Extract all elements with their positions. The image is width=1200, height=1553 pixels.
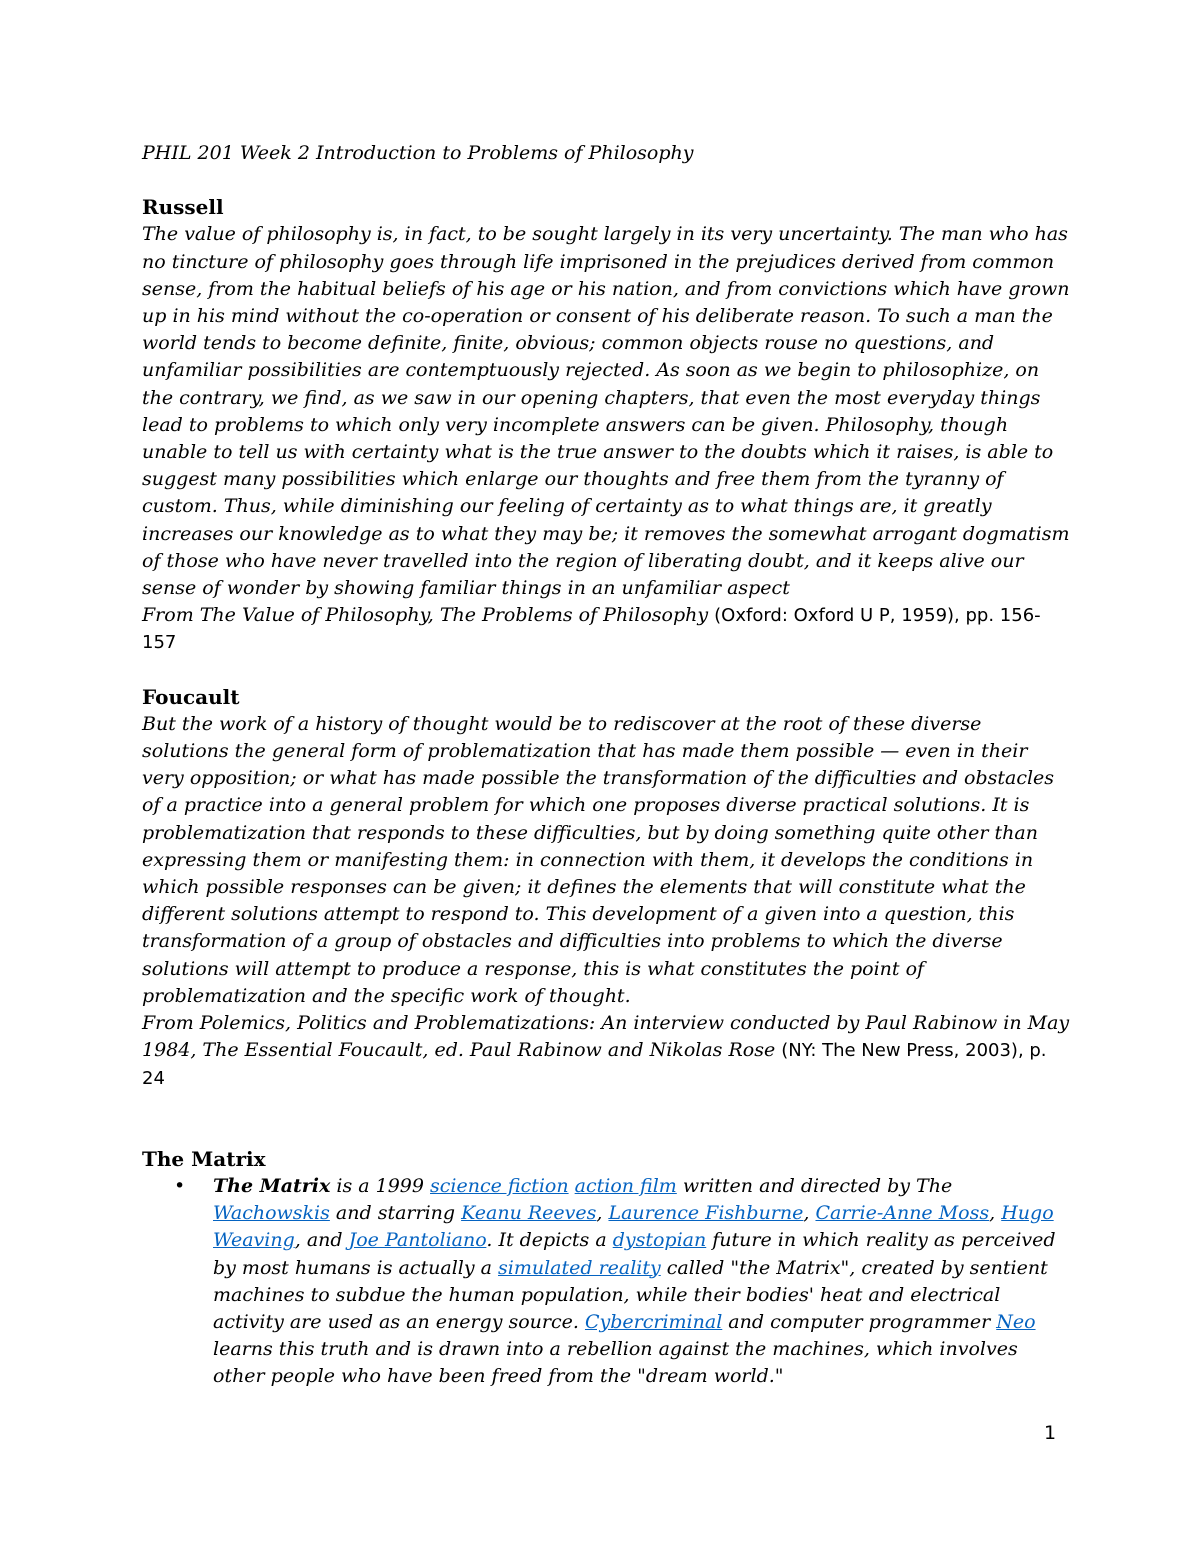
link-hugo-weaving[interactable]: Hugo Weaving [213, 1202, 1054, 1252]
link-dystopian[interactable]: dystopian [612, 1229, 707, 1252]
text-run: and computer programmer [722, 1310, 997, 1333]
link-cybercriminal[interactable]: Cybercriminal [584, 1310, 723, 1333]
link-science-fiction[interactable]: science fiction [430, 1174, 569, 1197]
russell-quote: The value of philosophy is, in fact, to be sought largely in its very uncertainty. The man who has no tincture of philosophy goes through life imprisoned in the prejudices derived from common sense, from the habitual beliefs of his age or his nation, and from convictions which have grown up in his mind without the co-operation or consent of his deliberate reason. To such a man the world tends to become definite, finite, obvious; common objects rouse no questions, and unfamiliar possibilities are contemptuously rejected. As soon as we begin to philosophize, on the contrary, we find, as we saw in our opening chapters, that even the most everyday things lead to problems to which only very incomplete answers can be given. Philosophy, though unable to tell us with certainty what is the true answer to the doubts which it raises, is able to suggest many possibilities which enlarge our thoughts and free them from the tyranny of custom. Thus, while diminishing our feeling of certainty as to what things are, it greatly increases our knowledge as to what they may be; it removes the somewhat arrogant dogmatism of those who have never travelled into the region of liberating doubt, and it keeps alive our sense of wonder by showing familiar things in an unfamiliar aspect [142, 223, 1070, 600]
foucault-citation [142, 1010, 1072, 1092]
link-carrie-anne-moss[interactable]: Carrie-Anne Moss [815, 1202, 990, 1225]
foucault-citation-italic: From Polemics, Politics and Problematizations: An interview conducted by Paul Rabinow in May 1984, The Essential Foucault, ed. Paul Rabinow and Nikolas Rose [142, 1012, 1070, 1062]
text-run: and starring [329, 1202, 462, 1225]
link-joe-pantoliano[interactable]: Joe Pantoliano [348, 1229, 487, 1252]
link-wachowskis[interactable]: Wachowskis [213, 1202, 330, 1225]
russell-citation-upright: (Oxford: Oxford U P, 1959), pp. 156-157 [142, 605, 1041, 654]
spacer [142, 657, 1072, 684]
text-run: , [803, 1202, 816, 1225]
link-neo[interactable]: Neo [996, 1310, 1036, 1333]
matrix-section [142, 1146, 1072, 1391]
document-content [142, 140, 1072, 1391]
link-action-film[interactable]: action film [574, 1174, 677, 1197]
link-keanu-reeves[interactable]: Keanu Reeves [461, 1202, 597, 1225]
text-run: future in which reality as perceived by most humans is actually a [213, 1229, 1056, 1279]
foucault-quote: But the work of a history of thought would be to rediscover at the root of these diverse solutions the general form of problematization that has made them possible — even in their very opposition; or what has made possible the transformation of the difficulties and obstacles of a practice into a general problem for which one proposes diverse practical solutions. It is problematization that responds to these difficulties, but by doing something quite other than expressing them or manifesting them: in connection with them, it develops the conditions in which possible responses can be given; it defines the elements that will constitute what the different solutions attempt to respond to. This development of a given into a question, this transformation of a group of obstacles and difficulties into problems to which the diverse solutions will attempt to produce a response, this is what constitutes the point of problematization and the specific work of thought. [142, 712, 1055, 1007]
page-number: 1 [1044, 1422, 1057, 1444]
russell-citation [142, 602, 1072, 656]
russell-citation-italic: From The Value of Philosophy, The Problems of Philosophy [142, 604, 715, 627]
foucault-citation-upright: (NY: The New Press, 2003), p. 24 [142, 1040, 1047, 1089]
text-run: . It depicts a [486, 1229, 613, 1252]
text-run: learns this truth and is drawn into a rebellion against the machines, which involves other people who have been freed from the "dream world." [213, 1338, 1018, 1388]
matrix-heading: The Matrix [142, 1146, 266, 1171]
matrix-title: The Matrix [213, 1174, 331, 1197]
russell-heading: Russell [142, 195, 224, 220]
text-run: written and directed by The [676, 1174, 953, 1197]
bullet-icon: • [174, 1174, 186, 1197]
text-run: called "the Matrix", created by sentient machines to subdue the human population, while their bodies' heat and electrical activity are used as an energy source. [213, 1256, 1048, 1333]
document-title: PHIL 201 Week 2 Introduction to Problems of Philosophy [142, 142, 694, 164]
text-run: is a 1999 [330, 1174, 431, 1197]
link-laurence-fishburne[interactable]: Laurence Fishburne [608, 1202, 804, 1225]
list-item [142, 1173, 1072, 1391]
text-run: , [596, 1202, 609, 1225]
text-run: , and [294, 1229, 349, 1252]
spacer [142, 1092, 1072, 1146]
text-run: , [989, 1202, 1002, 1225]
matrix-list [142, 1173, 1072, 1391]
foucault-section [142, 684, 1072, 1092]
link-simulated-reality[interactable]: simulated reality [498, 1256, 661, 1279]
foucault-heading: Foucault [142, 684, 240, 709]
russell-section [142, 194, 1072, 656]
